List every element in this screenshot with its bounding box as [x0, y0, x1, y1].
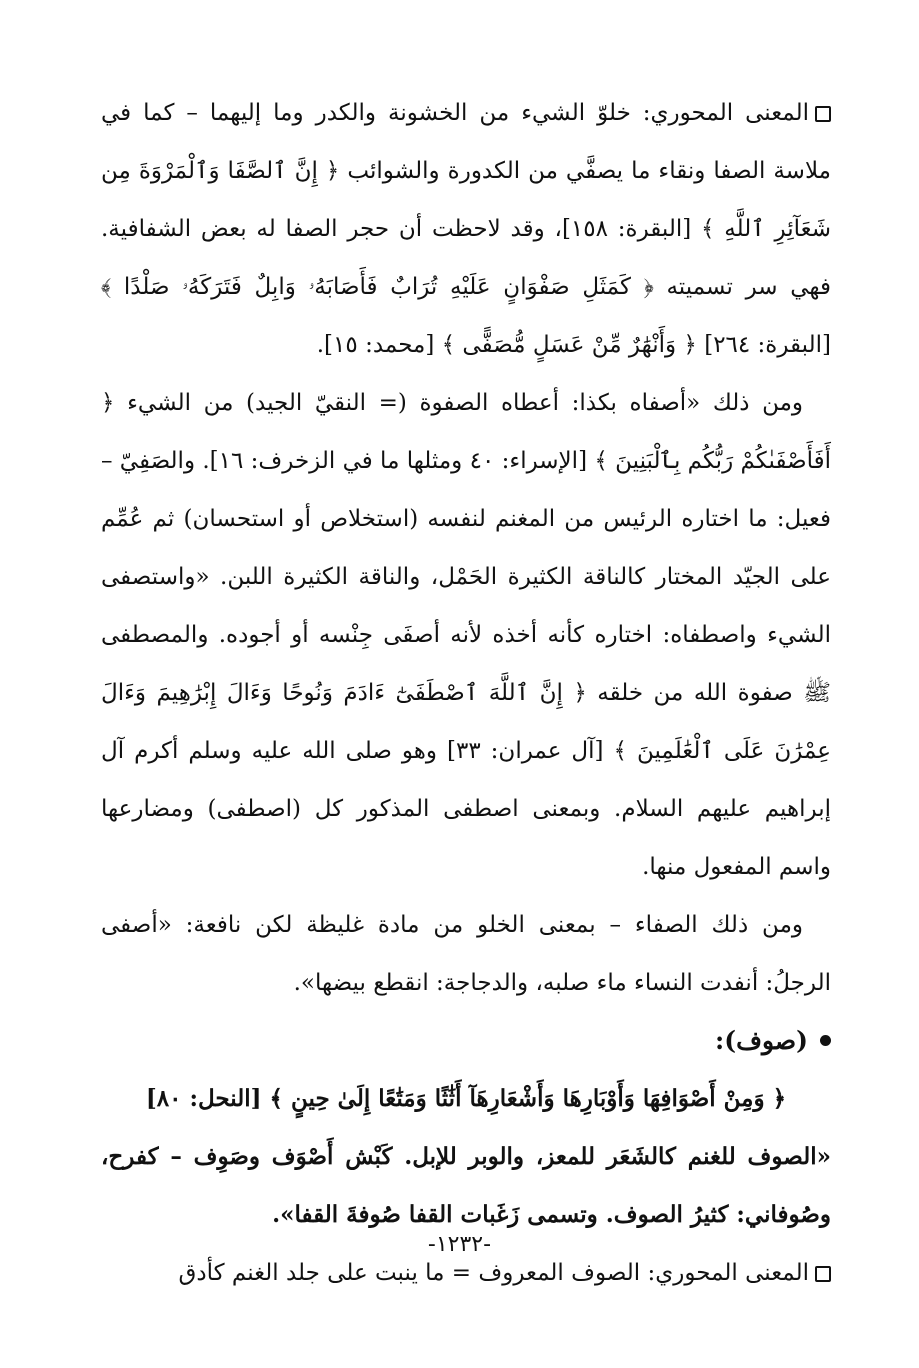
section-heading-suf — [101, 1012, 831, 1070]
paragraph-text: المعنى المحوري: الصوف المعروف = ما ينبت على جلد الغنم كأدق — [178, 1260, 809, 1286]
paragraph-text: ومن ذلك «أصفاه بكذا: أعطاه الصفوة (= النقيّ الجيد) من الشيء ﴿ أَفَأَصْفَىٰكُمْ رَبُّكُم بِٱلْبَنِينَ ﴾ [الإسراء: ٤٠ ومثلها ما في الزخرف: ١٦]. والصَفِيّ – فعيل: ما اختاره الرئيس من المغنم لنفسه (استخلاص أو استحسان) ثم عُمِّم على الجيّد المختار كالناقة الكثيرة الحَمْل، والناقة الكثيرة اللبن. «واستصفى الشيء واصطفاه: اختاره كأنه أخذه لأنه أصفَى جِنْسه أو أجوده. والمصطفى ﷺ صفوة الله من خلقه ﴿ إِنَّ ٱللَّهَ ٱصْطَفَىٰٓ ءَادَمَ وَنُوحًا وَءَالَ إِبْرَٰهِيمَ وَءَالَ عِمْرَٰنَ عَلَى ٱلْعَٰلَمِينَ ﴾ [آل عمران: ٣٣] وهو صلى الله عليه وسلم أكرم آل إبراهيم عليهم السلام. وبمعنى اصطفى المذكور كل (اصطفى) ومضارعها واسم المفعول منها. — [100, 390, 831, 880]
paragraph-core-meaning-safa — [101, 84, 831, 374]
page-number: -١٢٣٢- — [427, 1232, 492, 1257]
verse-text: ﴿ وَمِنْ أَصْوَافِهَا وَأَوْبَارِهَا وَأَشْعَارِهَآ أَثَٰثًا وَمَتَٰعًا إِلَىٰ حِينٍ ﴾ [النحل: ٨٠] — [145, 1085, 787, 1112]
document-body — [101, 84, 831, 1302]
quran-verse-nahl — [101, 1070, 831, 1128]
checkbox-square-icon — [815, 106, 831, 122]
paragraph-text: «الصوف للغنم كالشَعَر للمعز، والوبر للإبل. كَبْش أَصْوَف وصَوِف – كفرح، وصُوفاني: كثيرُ الصوف. وتسمى زَغَبات القفا صُوفةَ القفا». — [101, 1143, 831, 1228]
paragraph-suf-definition — [101, 1128, 831, 1244]
heading-text: (صوف): — [715, 1026, 808, 1055]
paragraph-text: ومن ذلك الصفاء – بمعنى الخلو من مادة غليظة لكن نافعة: «أصفى الرجلُ: أنفدت النساء ماء صلبه، والدجاجة: انقطع بيضها». — [101, 912, 831, 996]
paragraph-asfah — [101, 374, 831, 896]
paragraph-text: المعنى المحوري: خلوّ الشيء من الخشونة والكدر وما إليهما – كما في ملاسة الصفا ونقاء ما يصفَّي من الكدورة والشوائب ﴿ إِنَّ ٱلصَّفَا وَٱلْمَرْوَةَ مِن شَعَآئِرِ ٱللَّهِ ﴾ [البقرة: ١٥٨]، وقد لاحظت أن حجر الصفا له بعض الشفافية. فهي سر تسميته ﴿ كَمَثَلِ صَفْوَانٍ عَلَيْهِ تُرَابٌ فَأَصَابَهُۥ وَابِلٌ فَتَرَكَهُۥ صَلْدًا ﴾ [البقرة: ٢٦٤] ﴿ وَأَنْهَٰرٌ مِّنْ عَسَلٍ مُّصَفًّى ﴾ [محمد: ١٥]. — [101, 100, 831, 358]
paragraph-safa-khulu — [101, 896, 831, 1012]
checkbox-square-icon — [815, 1266, 831, 1282]
bullet-icon — [820, 1035, 831, 1046]
